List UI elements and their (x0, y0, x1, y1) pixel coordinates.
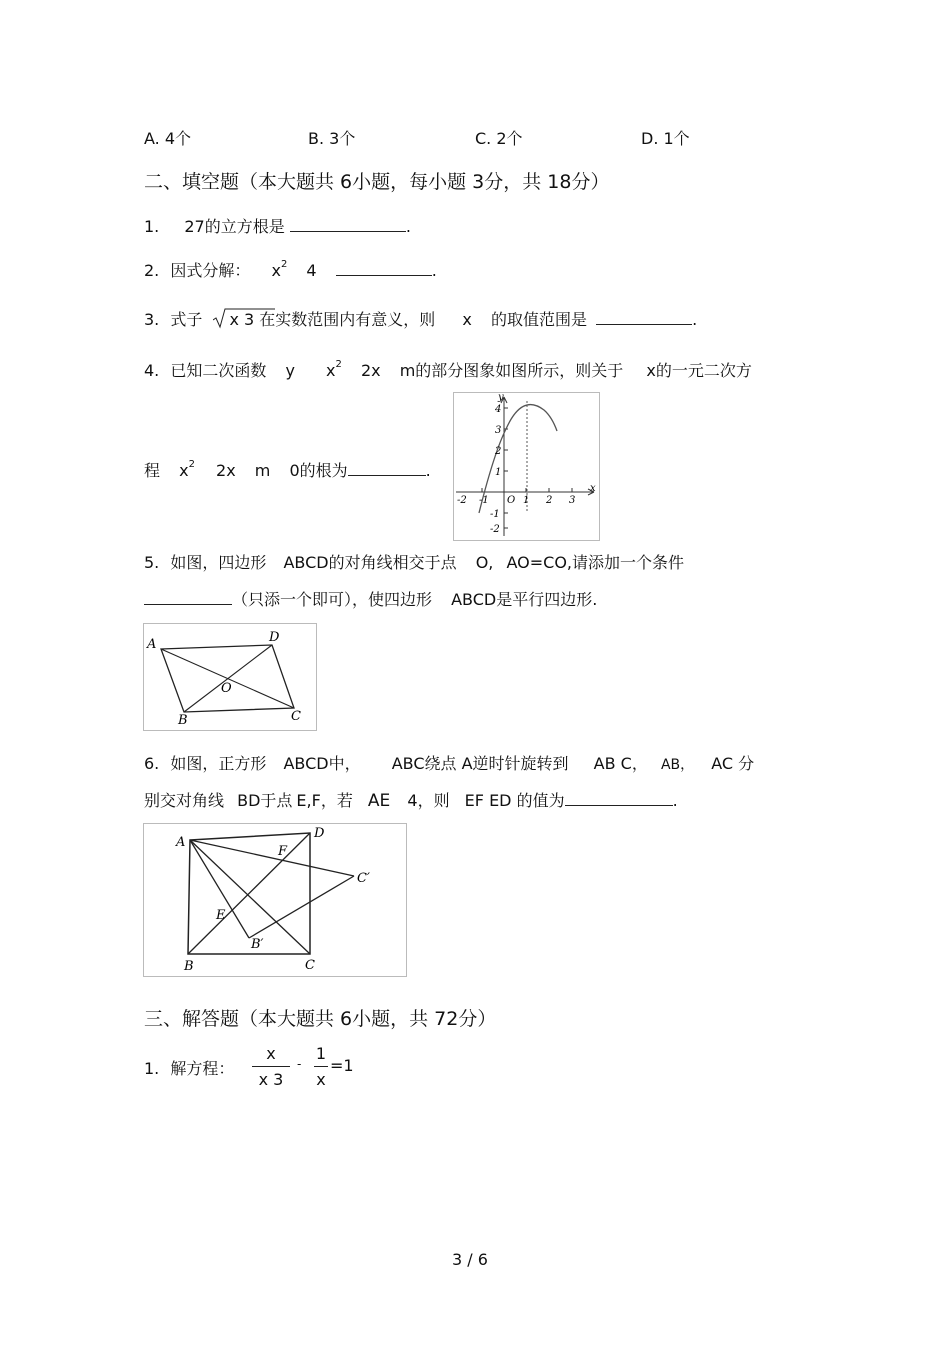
label-O: O (221, 681, 232, 696)
q6-four: 4，则 (407, 791, 450, 810)
q5-abcd: ABCD的对角线相交于点 (283, 553, 457, 572)
q4-line1 (144, 358, 752, 381)
option-a: A. 4个 (144, 129, 192, 148)
q6-square-figure (143, 823, 407, 977)
q3-answer-blank[interactable] (596, 310, 692, 325)
q5-answer-blank[interactable] (144, 590, 232, 605)
q4-l2-m: m (254, 461, 271, 480)
q1-answer-blank[interactable] (290, 217, 406, 232)
q6-ae: AE (367, 791, 391, 811)
q5-line2-text: （只添一个即可），使四边形 (232, 590, 433, 609)
q4-exponent: 2 (335, 359, 342, 370)
x-tick-2: 2 (546, 495, 553, 506)
label-C: C (291, 709, 301, 724)
x-tick-3: 3 (569, 495, 576, 506)
q3-text: 式子 (170, 310, 203, 329)
x-tick-neg2: -2 (457, 495, 467, 506)
q2 (144, 258, 437, 281)
label-F: F (278, 844, 288, 859)
q5-parallelogram-figure (143, 623, 317, 731)
q2-answer-blank[interactable] (336, 261, 432, 276)
fraction-2-numerator: 1 (315, 1044, 327, 1063)
q5-o: O, (475, 553, 494, 572)
q6-line1 (144, 751, 754, 774)
label-C-prime: C′ (357, 871, 370, 886)
q2-four: 4 (306, 261, 317, 280)
option-c: C. 2个 (475, 129, 523, 148)
q4-l2-2x: 2x (216, 461, 236, 480)
label-E: E (216, 908, 226, 923)
y-tick-neg2: -2 (490, 524, 500, 535)
label-B: B (184, 959, 194, 974)
q1-end: . (405, 217, 411, 236)
q2-end: . (431, 261, 437, 280)
q4-x2: x的一元二次方 (646, 361, 752, 380)
option-b: B. 3个 (308, 129, 356, 148)
q4-x: x (326, 361, 336, 380)
q6-line2 (144, 788, 678, 811)
q6-efed: EF ED 的值为 (464, 791, 565, 810)
label-B-prime: B′ (251, 937, 264, 952)
q3-tail: 的取值范围是 (490, 310, 587, 329)
y-tick-3: 3 (495, 425, 502, 436)
q6-abc2: AB C， (593, 754, 648, 773)
equals-one: =1 (330, 1056, 354, 1075)
x-axis-label: x (590, 483, 596, 494)
q4-l2-exponent: 2 (188, 459, 195, 470)
y-tick-4: 4 (495, 404, 502, 415)
q5-line2 (144, 587, 597, 610)
q2-number: 2. (144, 261, 160, 280)
q6-abc: ABC绕点 A逆时针旋转到 (391, 754, 569, 773)
q5-text: 如图，四边形 (170, 553, 267, 572)
q4-end: . (425, 461, 431, 480)
page-number: 3 / 6 (452, 1250, 488, 1269)
parallelogram-diagram (144, 624, 316, 730)
y-axis-label: y (498, 393, 504, 403)
q4-line2-text: 程 (144, 461, 161, 480)
label-B: B (178, 713, 188, 728)
s3-q1 (144, 1056, 234, 1079)
option-d: D. 1个 (641, 129, 690, 148)
q5-line1 (144, 550, 684, 573)
q1-text: 27的立方根是 (184, 217, 285, 236)
q4-answer-blank[interactable] (348, 461, 426, 476)
label-D: D (314, 826, 325, 841)
q6-text: 如图，正方形 (170, 754, 267, 773)
q6-number: 6. (144, 754, 160, 773)
label-D: D (269, 630, 280, 645)
q6-ac: AC 分 (711, 754, 755, 773)
q2-exponent: 2 (280, 259, 288, 270)
label-A: A (176, 835, 186, 850)
x-tick-1: 1 (523, 495, 530, 506)
q4-number: 4. (144, 361, 160, 380)
label-C: C (305, 958, 315, 973)
q4-2x: 2x (360, 361, 381, 380)
q4-y: y (285, 361, 295, 380)
q1-number: 1. (144, 217, 160, 236)
fraction-2-bar (314, 1066, 328, 1067)
q3-x: x (462, 310, 472, 329)
q4-m-text: m的部分图象如图所示，则关于 (399, 361, 624, 380)
q1 (144, 214, 411, 237)
q3-radicand: x 3 (229, 310, 255, 329)
q5-number: 5. (144, 553, 160, 572)
q4-text: 已知二次函数 (170, 361, 267, 380)
y-tick-2: 2 (495, 446, 502, 457)
q5-condition: AO=CO, (506, 553, 572, 572)
fraction-2-denominator: x (316, 1070, 326, 1089)
q6-ef: E,F，若 (296, 791, 353, 810)
q3-end: . (692, 310, 698, 329)
q2-x: x (271, 261, 281, 280)
rotated-triangle-diagram (144, 824, 406, 976)
q3-mid: 在实数范围内有意义，则 (259, 310, 436, 329)
parabola-graph (454, 393, 599, 540)
fraction-1-bar (252, 1066, 290, 1067)
q5-tail: 请添加一个条件 (572, 553, 685, 572)
q5-line2b: ABCD是平行四边形. (451, 590, 598, 609)
q4-l2-x: x (179, 461, 189, 480)
q2-text: 因式分解： (170, 261, 251, 280)
q4-l2-roots: 0的根为 (289, 461, 348, 480)
q4-line2 (144, 458, 431, 481)
minus-sign: - (297, 1057, 302, 1071)
q6-line2-text: 别交对角线 (144, 791, 225, 810)
q6-abcd: ABCD中， (283, 754, 361, 773)
x-tick-neg1: -1 (479, 495, 489, 506)
fraction-1-denominator: x 3 (258, 1070, 284, 1089)
q6-ab: AB， (660, 757, 695, 773)
section-3-title: 三、解答题（本大题共 6小题，共 72分） (144, 1008, 497, 1030)
q3-number: 3. (144, 310, 160, 329)
y-tick-1: 1 (495, 467, 502, 478)
s3-q1-number: 1. (144, 1059, 160, 1078)
q6-bd: BD于点 (237, 791, 293, 810)
origin-label: O (507, 495, 516, 506)
s3-q1-text: 解方程： (170, 1059, 235, 1078)
q6-end: . (672, 791, 678, 810)
y-tick-neg1: -1 (490, 509, 500, 520)
label-A: A (147, 637, 157, 652)
q3 (144, 307, 697, 330)
sqrt-icon (213, 308, 275, 330)
fraction-1-numerator: x (266, 1044, 276, 1063)
q4-graph-figure (453, 392, 600, 541)
q6-answer-blank[interactable] (565, 791, 673, 806)
section-2-title: 二、填空题（本大题共 6小题，每小题 3分，共 18分） (144, 171, 610, 193)
